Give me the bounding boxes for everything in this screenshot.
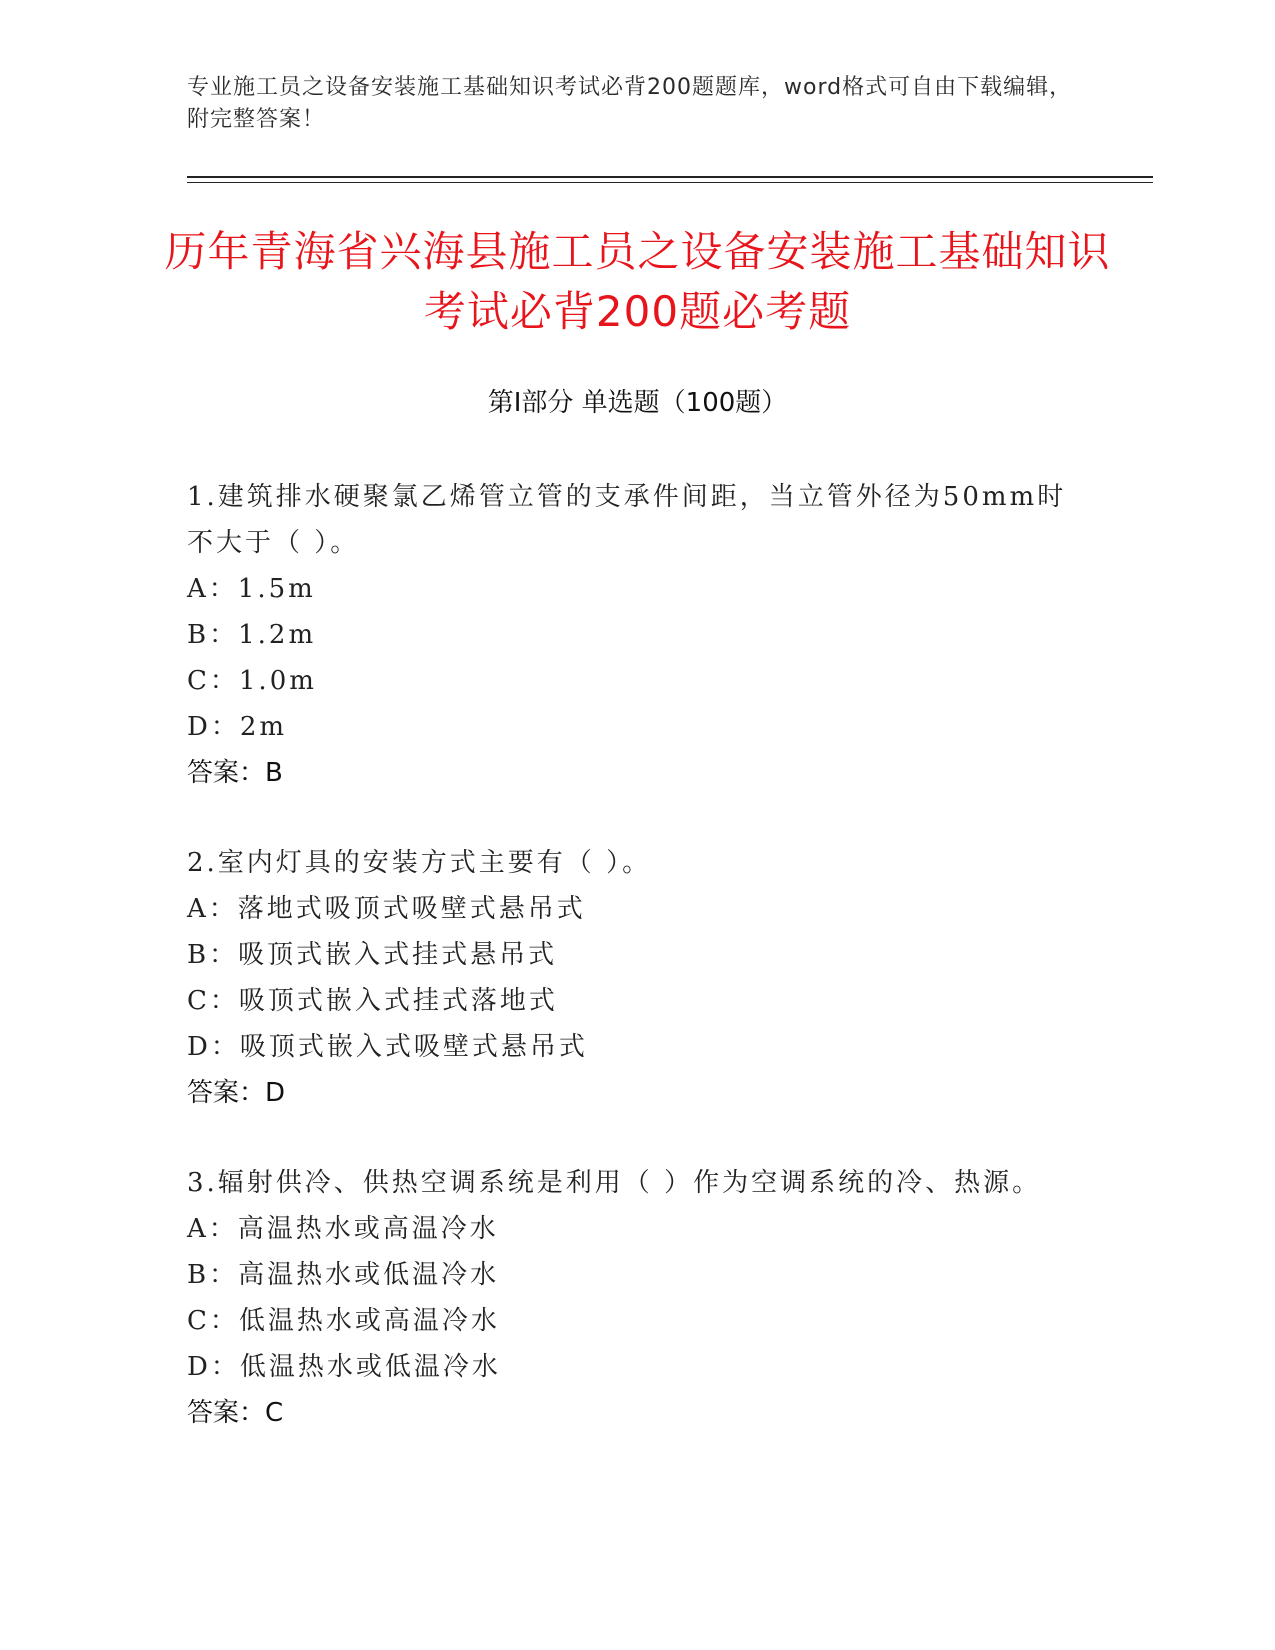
option-a: A：高温热水或高温冷水	[187, 1214, 499, 1244]
question-list	[187, 474, 1087, 1436]
answer: 答案：C	[187, 1398, 284, 1428]
option-b: B：高温热水或低温冷水	[187, 1260, 500, 1290]
option-d: D：2m	[187, 712, 288, 742]
question-gap	[187, 1116, 1087, 1160]
option-c: C：吸顶式嵌入式挂式落地式	[187, 986, 558, 1016]
option-b: B：1.2m	[187, 620, 317, 650]
header-divider-thick	[187, 176, 1153, 178]
question-3	[187, 1160, 1087, 1436]
option-a: A：1.5m	[187, 574, 316, 604]
option-d: D：吸顶式嵌入式吸壁式悬吊式	[187, 1032, 588, 1062]
question-stem: 2.室内灯具的安装方式主要有（ ）。	[187, 848, 652, 878]
document-title: 历年青海省兴海县施工员之设备安装施工基础知识考试必背200题必考题	[164, 227, 1111, 336]
question-gap	[187, 796, 1087, 840]
option-c: C：低温热水或高温冷水	[187, 1306, 500, 1336]
header-note: 专业施工员之设备安装施工基础知识考试必背200题题库，word格式可自由下载编辑，附完整答案！	[187, 75, 1073, 132]
option-c: C：1.0m	[187, 666, 317, 696]
section-title: 第Ⅰ部分 单选题（100题）	[487, 388, 788, 418]
option-d: D：低温热水或低温冷水	[187, 1352, 501, 1382]
option-b: B：吸顶式嵌入式挂式悬吊式	[187, 940, 558, 970]
question-2	[187, 840, 1087, 1116]
answer: 答案：B	[187, 758, 283, 788]
question-stem: 3.辐射供冷、供热空调系统是利用（ ）作为空调系统的冷、热源。	[187, 1168, 1042, 1198]
option-a: A：落地式吸顶式吸壁式悬吊式	[187, 894, 586, 924]
answer: 答案：D	[187, 1078, 286, 1108]
header-divider-thin	[187, 182, 1153, 183]
question-1	[187, 474, 1087, 796]
question-stem: 1.建筑排水硬聚氯乙烯管立管的支承件间距，当立管外径为50mm时不大于（ ）。	[187, 482, 1067, 558]
